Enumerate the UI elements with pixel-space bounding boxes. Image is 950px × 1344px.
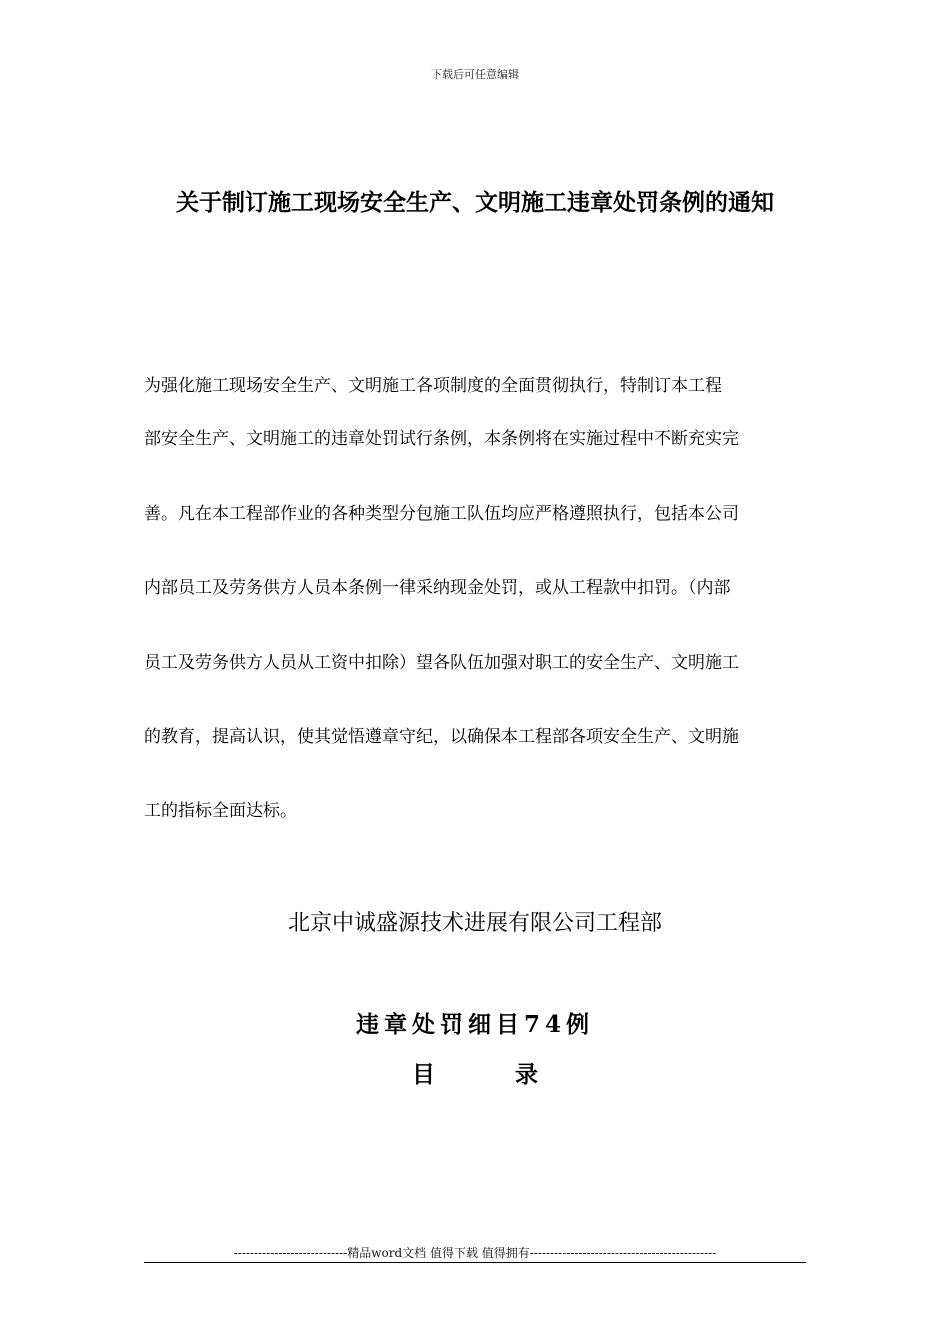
paragraph-line: 部安全生产、文明施工的违章处罚试行条例，本条例将在实施过程中不断充实完 [144, 429, 739, 449]
paragraph-line: 为强化施工现场安全生产、文明施工各项制度的全面贯彻执行，特制订本工程 [144, 376, 722, 396]
footer-note: ----------------------------精品word文档 值得下载 值得拥有---------------------------------------------- [233, 1246, 717, 1260]
paragraph-line: 善。凡在本工程部作业的各种类型分包施工队伍均应严格遵照执行，包括本公司 [144, 504, 739, 524]
paragraph-line: 员工及劳务供方人员从工资中扣除）望各队伍加强对职工的安全生产、文明施工 [144, 653, 739, 673]
toc-heading-right: 录 [515, 1061, 538, 1088]
section-subtitle: 违章处罚细目74例 [355, 1011, 594, 1038]
paragraph-line: 的教育，提高认识，使其觉悟遵章守纪，以确保本工程部各项安全生产、文明施 [144, 727, 739, 747]
paragraph-line: 内部员工及劳务供方人员本条例一律采纳现金处罚，或从工程款中扣罚。（内部 [144, 578, 731, 598]
header-note: 下载后可任意编辑 [431, 68, 519, 81]
company-name: 北京中诚盛源技术进展有限公司工程部 [287, 911, 662, 936]
paragraph-line: 工的指标全面达标。 [144, 801, 297, 821]
document-title: 关于制订施工现场安全生产、文明施工违章处罚条例的通知 [176, 189, 774, 216]
footer-divider [144, 1262, 806, 1263]
toc-heading-left: 目 [412, 1061, 435, 1088]
toc-heading [0, 1056, 950, 1089]
